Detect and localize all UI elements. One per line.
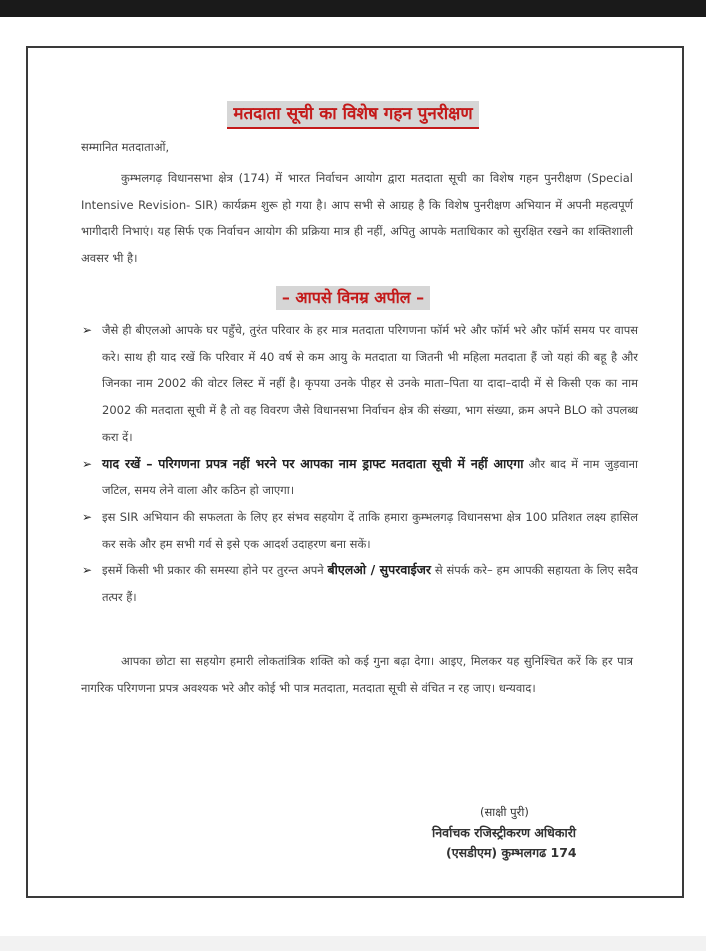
intro-paragraph	[81, 165, 633, 272]
appeal-heading: – आपसे विनम्र अपील –	[276, 286, 430, 310]
top-bar	[0, 0, 706, 17]
appeal-list	[82, 317, 638, 611]
intro-text: कुम्भलगढ़ विधानसभा क्षेत्र (174) में भारत निर्वाचन आयोग द्वारा मतदाता सूची का विशेष गहन पुनरीक्षण (Special Intensive Revision- SIR) कार्यक्रम शुरू हो गया है। आप सभी से आग्रह है कि विशेष पुनरीक्षण अभियान में अपनी महत्वपूर्ण भागीदारी निभाएं। यह सिर्फ एक निर्वाचन आयोग की प्रक्रिया मात्र ही नहीं, अपितु आपके मताधिकार को सुरक्षित रखने का शक्तिशाली अवसर भी है।	[81, 171, 633, 266]
appeal-heading-wrap	[0, 286, 706, 310]
closing-paragraph	[81, 648, 633, 701]
salutation: सम्मानित मतदाताओं,	[81, 140, 170, 154]
notice-title: मतदाता सूची का विशेष गहन पुनरीक्षण	[227, 101, 478, 129]
signatory-office: (एसडीएम) कुम्भलगढ 174	[446, 845, 577, 860]
bullet-text: जैसे ही बीएलओ आपके घर पहुँचे, तुरंत परिवार के हर मात्र मतदाता परिगणना फॉर्म भरे और फॉर्म भरे और फॉर्म समय पर वापस करे। साथ ही याद रखें कि परिवार में 40 वर्ष से कम आयु के मतदाता या जितनी भी महिला मतदाता हैं जो यहां की बहू है और जिनका नाम 2002 की वोटर लिस्ट में नहीं है। कृपया उनके पीहर से उनके माता–पिता या दादा–दादी में से किसी एक का नाम 2002 की मतदाता सूची में है तो वह विवरण जैसे विधानसभा निर्वाचन क्षेत्र की संख्या, भाग संख्या, क्रम अपने BLO को उपलब्ध करा दें।	[102, 323, 638, 444]
bottom-bar	[0, 936, 706, 951]
signatory-name: (साक्षी पुरी)	[480, 805, 529, 819]
bullet-text: इस SIR अभियान की सफलता के लिए हर संभव सहयोग दें ताकि हमारा कुम्भलगढ़ विधानसभा क्षेत्र 100 प्रतिशत लक्ष्य हासिल कर सके और हम सभी गर्व से इसे एक आदर्श उदाहरण बना सकें।	[102, 509, 638, 551]
arrow-bullet-icon: ➢	[82, 509, 93, 524]
title-wrap	[0, 101, 706, 129]
bullet-text: और बाद में नाम जुड़वाना जटिल, समय लेने वाला और कठिन हो जाएगा।	[102, 456, 638, 498]
arrow-bullet-icon: ➢	[82, 456, 93, 471]
list-item	[82, 317, 638, 451]
list-item	[82, 504, 638, 557]
arrow-bullet-icon: ➢	[82, 563, 93, 578]
signatory-title: निर्वाचक रजिस्ट्रीकरण अधिकारी	[432, 825, 577, 840]
bullet-bold-text: बीएलओ / सुपरवाईजर	[327, 562, 432, 578]
bullet-text: से संपर्क करे– हम आपकी सहायता के लिए सदैव तत्पर हैं।	[102, 563, 638, 605]
bullet-text: इसमें किसी भी प्रकार की समस्या होने पर तुरन्त अपने	[102, 563, 328, 578]
list-item	[82, 451, 638, 504]
arrow-bullet-icon: ➢	[82, 323, 93, 337]
closing-text: आपका छोटा सा सहयोग हमारी लोकतांत्रिक शक्ति को कई गुना बढ़ा देगा। आइए, मिलकर यह सुनिश्चित करें कि हर पात्र नागरिक परिगणना प्रपत्र अवश्यक भरे और कोई भी पात्र मतदाता, मतदाता सूची से वंचित न रह जाए। धन्यवाद।	[81, 654, 633, 695]
list-item	[82, 557, 638, 610]
bullet-bold-text: याद रखें – परिगणना प्रपत्र नहीं भरने पर आपका नाम ड्राफ्ट मतदाता सूची में नहीं आएगा	[102, 455, 524, 471]
